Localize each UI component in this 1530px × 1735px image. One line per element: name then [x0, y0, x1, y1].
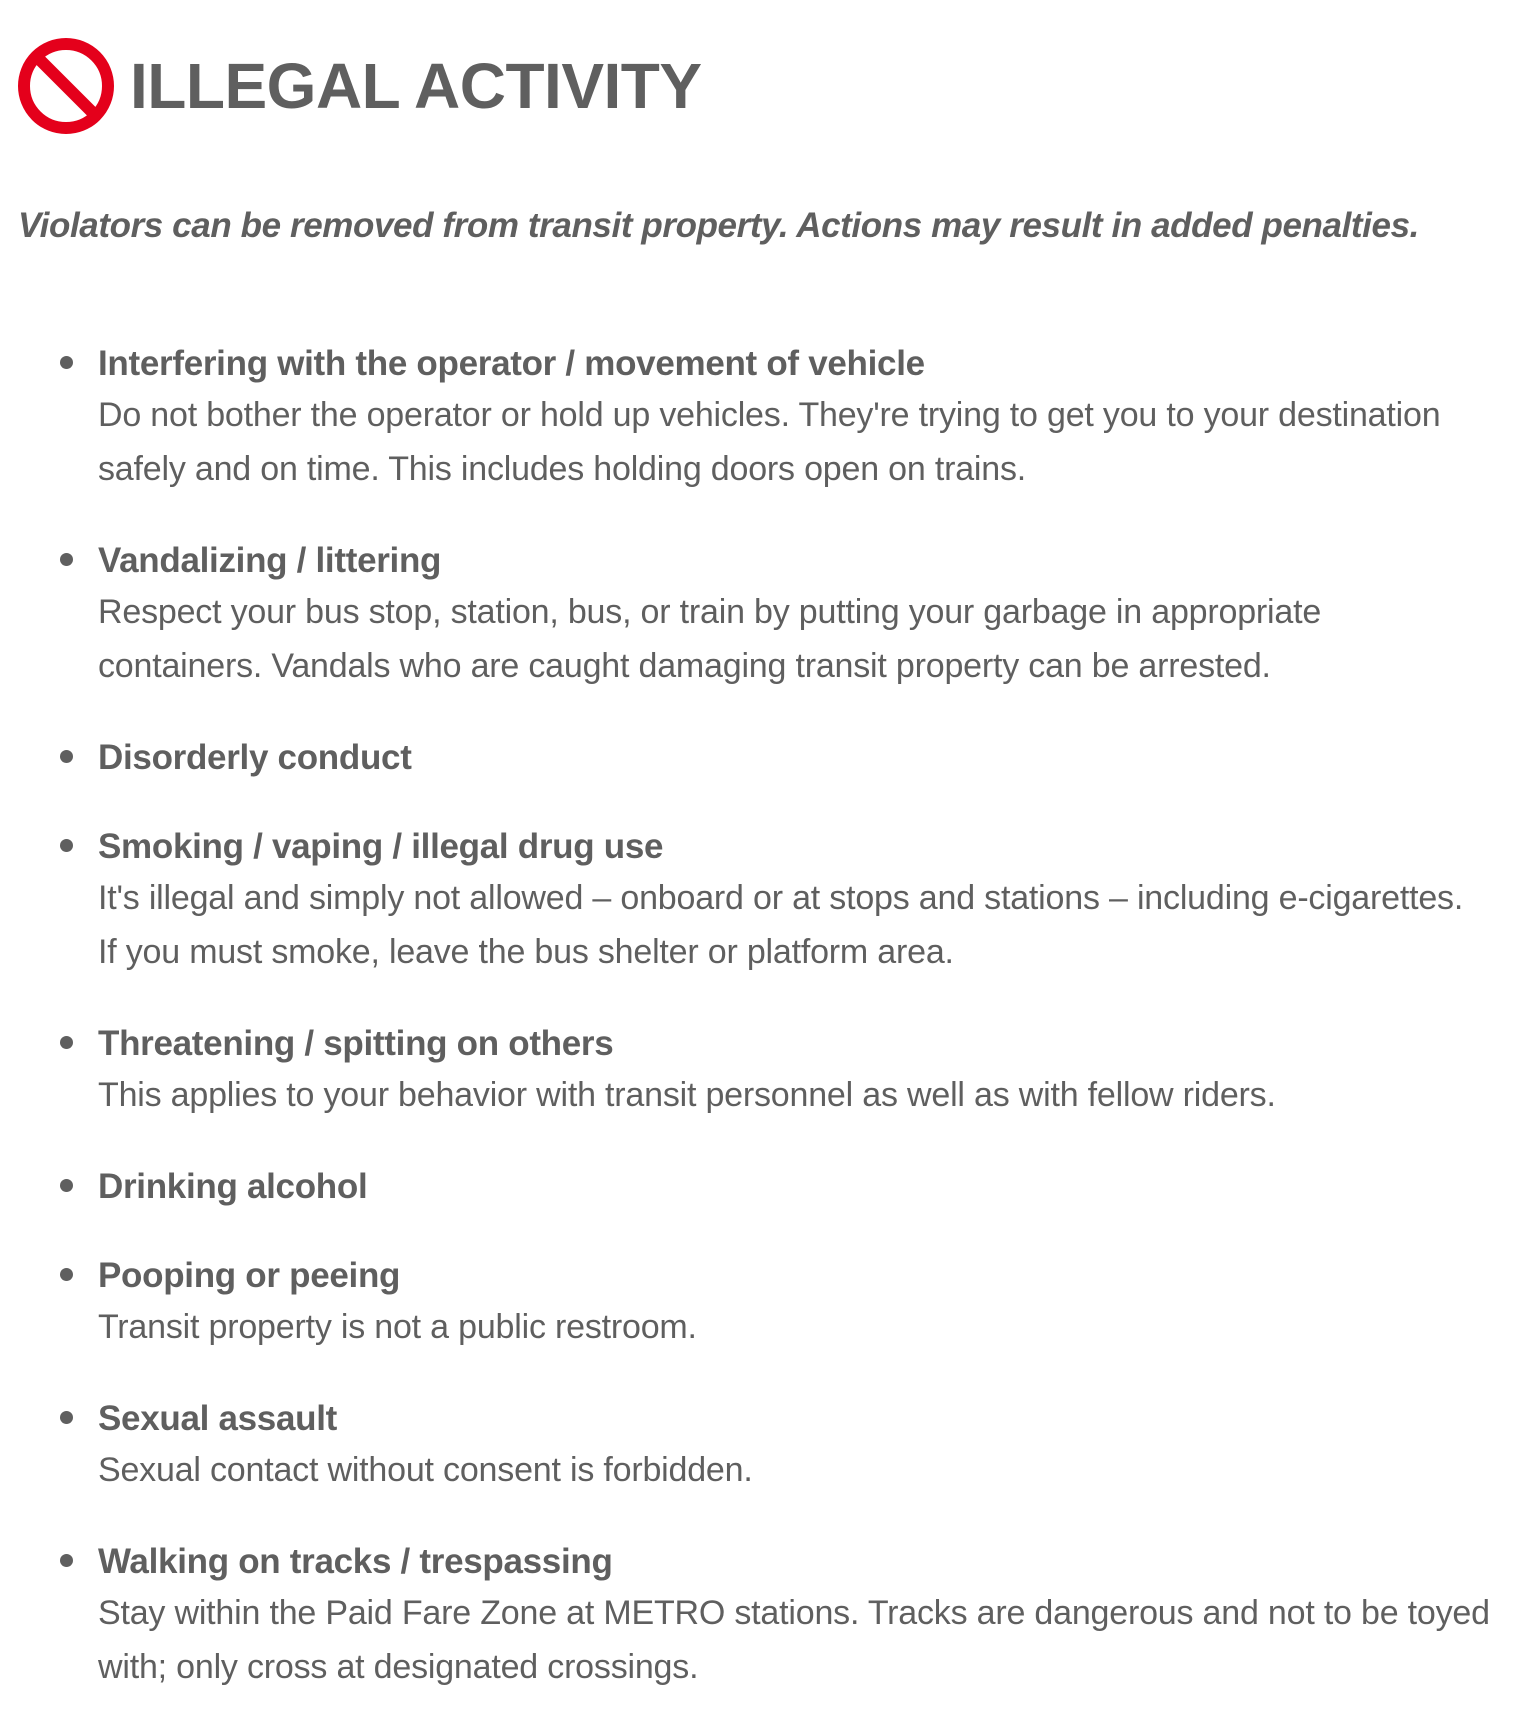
list-item: [0, 734, 1530, 782]
rule-description: Sexual contact without consent is forbidden.: [98, 1451, 753, 1489]
bullet-icon: [60, 1268, 73, 1281]
rule-title: Threatening / spitting on others: [98, 1024, 614, 1063]
rule-description: It's illegal and simply not allowed – onboard or at stops and stations – including e-cigarettes. If you must smoke, leave the bus shelter or platform area.: [98, 879, 1464, 971]
rule-description: Stay within the Paid Fare Zone at METRO stations. Tracks are dangerous and not to be toyed with; only cross at designated crossings.: [98, 1594, 1490, 1686]
illegal-activity-list: [0, 340, 1530, 1735]
list-item: [0, 1252, 1530, 1354]
no-entry-icon: [16, 36, 116, 136]
rule-title: Pooping or peeing: [98, 1256, 401, 1295]
list-item: [0, 1020, 1530, 1122]
bullet-icon: [60, 1554, 73, 1567]
bullet-icon: [60, 1036, 73, 1049]
rule-title: Disorderly conduct: [98, 738, 412, 777]
bullet-icon: [60, 553, 73, 566]
list-item: [0, 340, 1530, 496]
list-item: [0, 823, 1530, 979]
bullet-icon: [60, 356, 73, 369]
page-title: ILLEGAL ACTIVITY: [130, 50, 702, 122]
section-header: [16, 36, 702, 136]
rule-title: Drinking alcohol: [98, 1167, 368, 1206]
bullet-icon: [60, 1411, 73, 1424]
warning-subtitle: Violators can be removed from transit property. Actions may result in added penalties.: [18, 206, 1419, 245]
rule-description: Respect your bus stop, station, bus, or train by putting your garbage in appropriate containers. Vandals who are caught damaging transit property can be arrested.: [98, 593, 1322, 685]
rule-description: Do not bother the operator or hold up vehicles. They're trying to get you to your destination safely and on time. This includes holding doors open on trains.: [98, 396, 1441, 488]
rule-title: Smoking / vaping / illegal drug use: [98, 827, 664, 866]
rule-description: This applies to your behavior with transit personnel as well as with fellow riders.: [98, 1076, 1276, 1114]
rule-title: Vandalizing / littering: [98, 541, 442, 580]
list-item: [0, 537, 1530, 693]
rule-title: Sexual assault: [98, 1399, 337, 1438]
bullet-icon: [60, 1179, 73, 1192]
list-item: [0, 1163, 1530, 1211]
rule-title: Walking on tracks / trespassing: [98, 1542, 613, 1581]
list-item: [0, 1395, 1530, 1497]
list-item: [0, 1538, 1530, 1694]
rule-description: Transit property is not a public restroom.: [98, 1308, 697, 1346]
rule-title: Interfering with the operator / movement of vehicle: [98, 344, 925, 383]
bullet-icon: [60, 750, 73, 763]
bullet-icon: [60, 839, 73, 852]
